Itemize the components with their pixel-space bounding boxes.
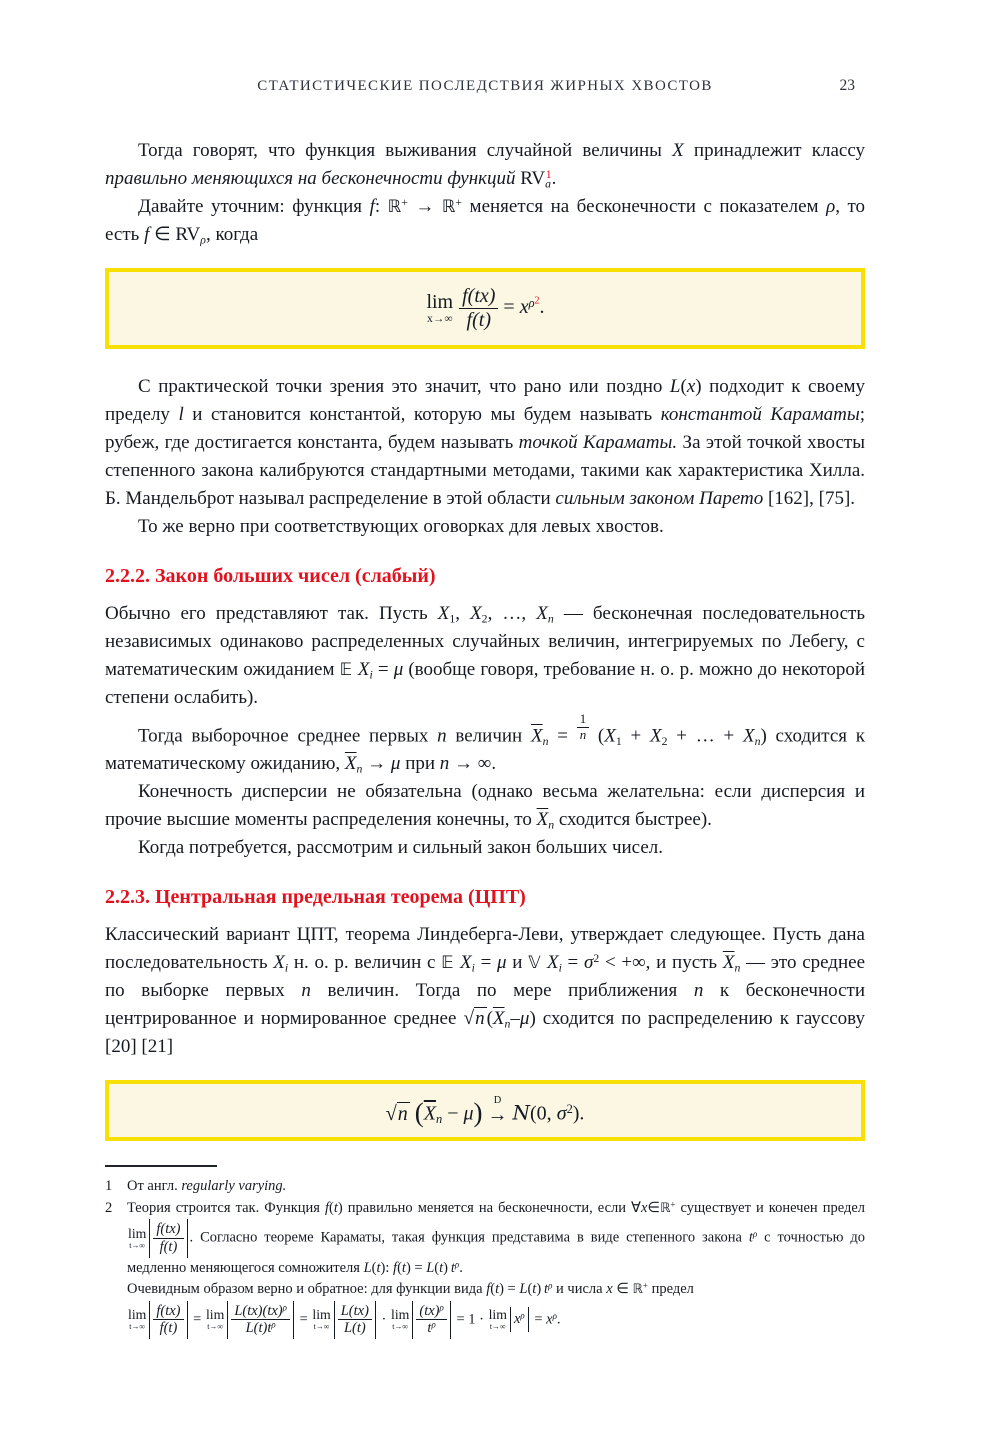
footnote-1-number: 1: [105, 1178, 113, 1195]
paragraph-sample-mean: Тогда выборочное среднее первых n величин $\overline{X}_n$ = $\frac{1}{n}$ ($X_1 + X_2$ + … + $X_n$) сходится к математическому ожиданию, $\overline{X}_n \to \mu$ при n → ∞.: [105, 711, 865, 776]
footnotes: [105, 1165, 865, 1339]
footnote-2-text: Теория строится так. Функция f(t) правильно меняется на бесконечности, если ∀x∈ℝ+ существует и конечен предел lim t→∞ $\frac{f(tx)}{f(t)}$ . Согласно теореме Караматы, такая функция представима в виде степенного закона $t^\rho$ с точностью до медленно меняющегося сомножителя L(t): f(t) = L(t) $t^\rho$. Очевидным образом верно и обратное: для функции вида f(t) = L(t) $t^\rho$ и числа x ∈ ℝ+ предел lim t→∞ $\frac{f(tx)}{f(t)}$ = lim t→∞ $\frac{L(tx)(tx)^\rho}{L(t)t^\rho}$ = lim t→∞ $\frac{L(tx)}{L(t)}$ · lim t→∞ $\frac{(tx)^\rho}{t^\rho}$ = 1 · lim t→∞ $x^\rho = x^\rho$.: [127, 1198, 865, 1339]
formula-clt: √n $(\overline{X}_n - \mu)$ D → N(0, $\sigma^2$).: [385, 1095, 585, 1128]
paragraph-left-tails: То же верно при соответствующих оговорках для левых хвостов.: [138, 516, 664, 537]
running-head-title: СТАТИСТИЧЕСКИЕ ПОСЛЕДСТВИЯ ЖИРНЫХ ХВОСТОВ: [257, 78, 713, 94]
paragraph-rv-definition: Давайте уточним: функция f: ℝ+ → ℝ+ меняется на бесконечности с показателем ρ, то есть f ∈ $RV_\rho$, когда: [105, 196, 865, 247]
paragraph-clt: Классический вариант ЦПТ, теорема Линдеберга-Леви, утверждает следующее. Пусть дана последовательность $X_i$ н. о. р. величин с 𝔼 $X_i = \mu$ и 𝕍 $X_i = \sigma^2$ < +∞, и пусть $\overline{X}_n$ — это среднее по выборке первых n величин. Тогда по мере приближения n к бесконечности центрированное и нормированное среднее √n $(\overline{X}_n-\mu)$ сходится по распределению к гауссову [20] [21]: [105, 924, 866, 1058]
paragraph-strong-lln: Когда потребуется, рассмотрим и сильный закон больших чисел.: [138, 837, 663, 859]
formula-regular-variation: lim x→∞ $\frac{f(tx)}{f(t)}$ = $x^{\rho 2}$.: [426, 285, 545, 331]
page-number: 23: [839, 77, 855, 94]
paragraph-karamata: С практической точки зрения это значит, что рано или поздно L(x) подходит к своему пределу l и становится константой, которую мы будем называть константой Караматы; рубеж, где достигается константа, будем называть точкой Караматы. За этой точкой хвосты степенного закона калибруются стандартными методами, такими как характеристика Хилла. Б. Мандельброт называл распределение в этой области сильным законом Парето [162], [75].: [105, 376, 865, 509]
formula-box-regular-variation: [105, 268, 865, 349]
footnote-2: [105, 1198, 865, 1339]
footnote-1-text: От англ. regularly varying.: [127, 1178, 287, 1195]
paragraph-survival-function: Тогда говорят, что функция выживания случайной величины X принадлежит классу правильно меняющихся на бесконечности функций $RV_a^1$.: [105, 140, 865, 191]
formula-box-clt: [105, 1080, 865, 1141]
section-heading-lln: 2.2.2. Закон больших чисел (слабый): [105, 565, 436, 587]
footnote-1: [105, 1176, 865, 1198]
paragraph-variance-note: Конечность дисперсии не обязательна (однако весьма желательна: если дисперсия и прочие высшие моменты распределения конечны, то $\overline{X}_n$ сходится быстрее).: [105, 781, 865, 832]
page-content: [105, 137, 865, 1339]
section-heading-clt: 2.2.3. Центральная предельная теорема (ЦПТ): [105, 886, 526, 909]
running-head: [105, 0, 865, 95]
footnote-divider: [105, 1165, 217, 1167]
paragraph-lln-setup: Обычно его представляют так. Пусть $X_1$, $X_2$, …, $X_n$ — бесконечная последовательность независимых одинаково распределенных случайных величин, интегрируемых по Лебегу, с математическим ожиданием 𝔼 $X_i = \mu$ (вообще говоря, требование н. о. р. можно до некоторой степени ослабить).: [105, 603, 866, 708]
footnote-2-number: 2: [105, 1199, 113, 1216]
